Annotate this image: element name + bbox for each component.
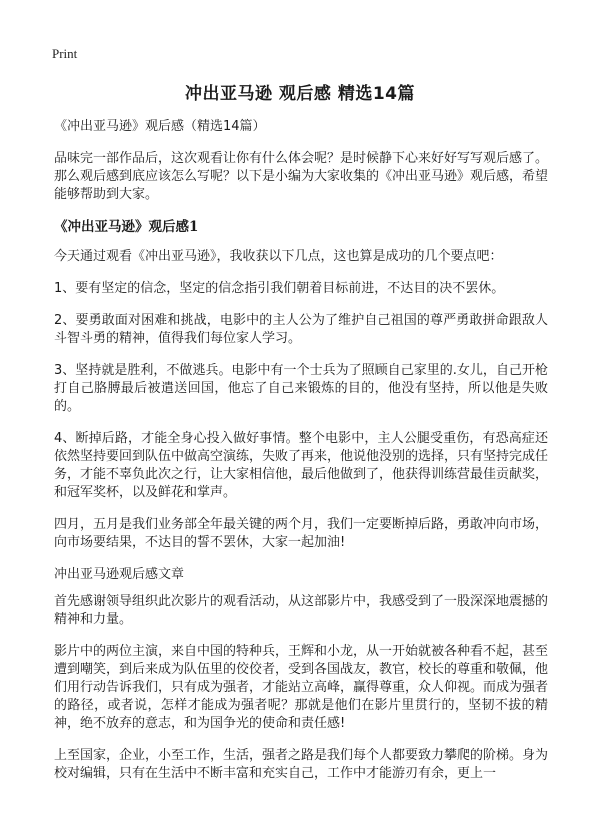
paragraph: 影片中的两位主演，来自中国的特种兵，王辉和小龙，从一开始就被各种看不起，甚至遭到嘲笑，到后来成为队伍里的佼佼者，受到各国战友，教官，校长的尊重和敬佩，他们用行动告诉我们，只有成为强者，才能站立高峰，赢得尊重，众人仰视。而成为强者的路径，或者说，怎样才能成为强者呢？那就是他们在影片里贯行的，坚韧不拔的精神，绝不放弃的意志，和为国争光的使命和责任感! [54,644,549,731]
paragraph: 今天通过观看《冲出亚马逊》，我收获以下几点，这也算是成功的几个要点吧： [54,249,503,264]
article-body [54,118,548,797]
section-heading-2: 冲出亚马逊观后感文章 [54,567,185,582]
print-link[interactable]: Print [52,46,78,61]
page-title: 冲出亚马逊 观后感 精选14篇 [185,84,415,104]
paragraph: 上至国家，企业，小至工作，生活，强者之路是我们每个人都要致力攀爬的阶梯。身为校对编辑，只有在生活中不断丰富和充实自己，工作中才能游刃有余，更上一 [54,748,549,781]
paragraph: 1、要有坚定的信念，坚定的信念指引我们朝着目标前进，不达目的决不罢休。 [54,281,505,296]
paragraph: 4、断掉后路，才能全身心投入做好事情。整个电影中，主人公腿受重伤，有恐高症还依然坚持要回到队伍中做高空演练，失败了再来，他说他没别的选择，只有坚持完成任务，才能不辜负此次之行，让大家相信他，最后他做到了，他获得训练营最佳贡献奖，和冠军奖杯，以及鲜花和掌声。 [54,431,549,500]
article-intro: 品味完一部作品后，这次观看让你有什么体会呢？是时候静下心来好好写写观后感了。那么观后感到底应该怎么写呢？以下是小编为大家收集的《冲出亚马逊》观后感，希望能够帮助到大家。 [54,151,549,202]
article-subtitle: 《冲出亚马逊》观后感（精选14篇） [54,119,266,134]
paragraph: 3、坚持就是胜利，不做逃兵。电影中有一个士兵为了照顾自己家里的.女儿，自己开枪打自己胳膊最后被遣送回国，他忘了自己来锻炼的目的，他没有坚持，所以他是失败的。 [54,363,548,414]
paragraph: 四月，五月是我们业务部全年最关键的两个月，我们一定要断掉后路，勇敢冲向市场，向市场要结果，不达目的誓不罢休，大家一起加油! [54,517,549,550]
paragraph: 2、要勇敢面对困难和挑战，电影中的主人公为了维护自己祖国的尊严勇敢拼命跟敌人斗智斗勇的精神，值得我们每位家人学习。 [54,313,548,346]
paragraph: 首先感谢领导组织此次影片的观看活动，从这部影片中，我感受到了一股深深地震撼的精神和力量。 [54,594,549,627]
section-heading-1: 《冲出亚马逊》观后感1 [54,219,199,235]
